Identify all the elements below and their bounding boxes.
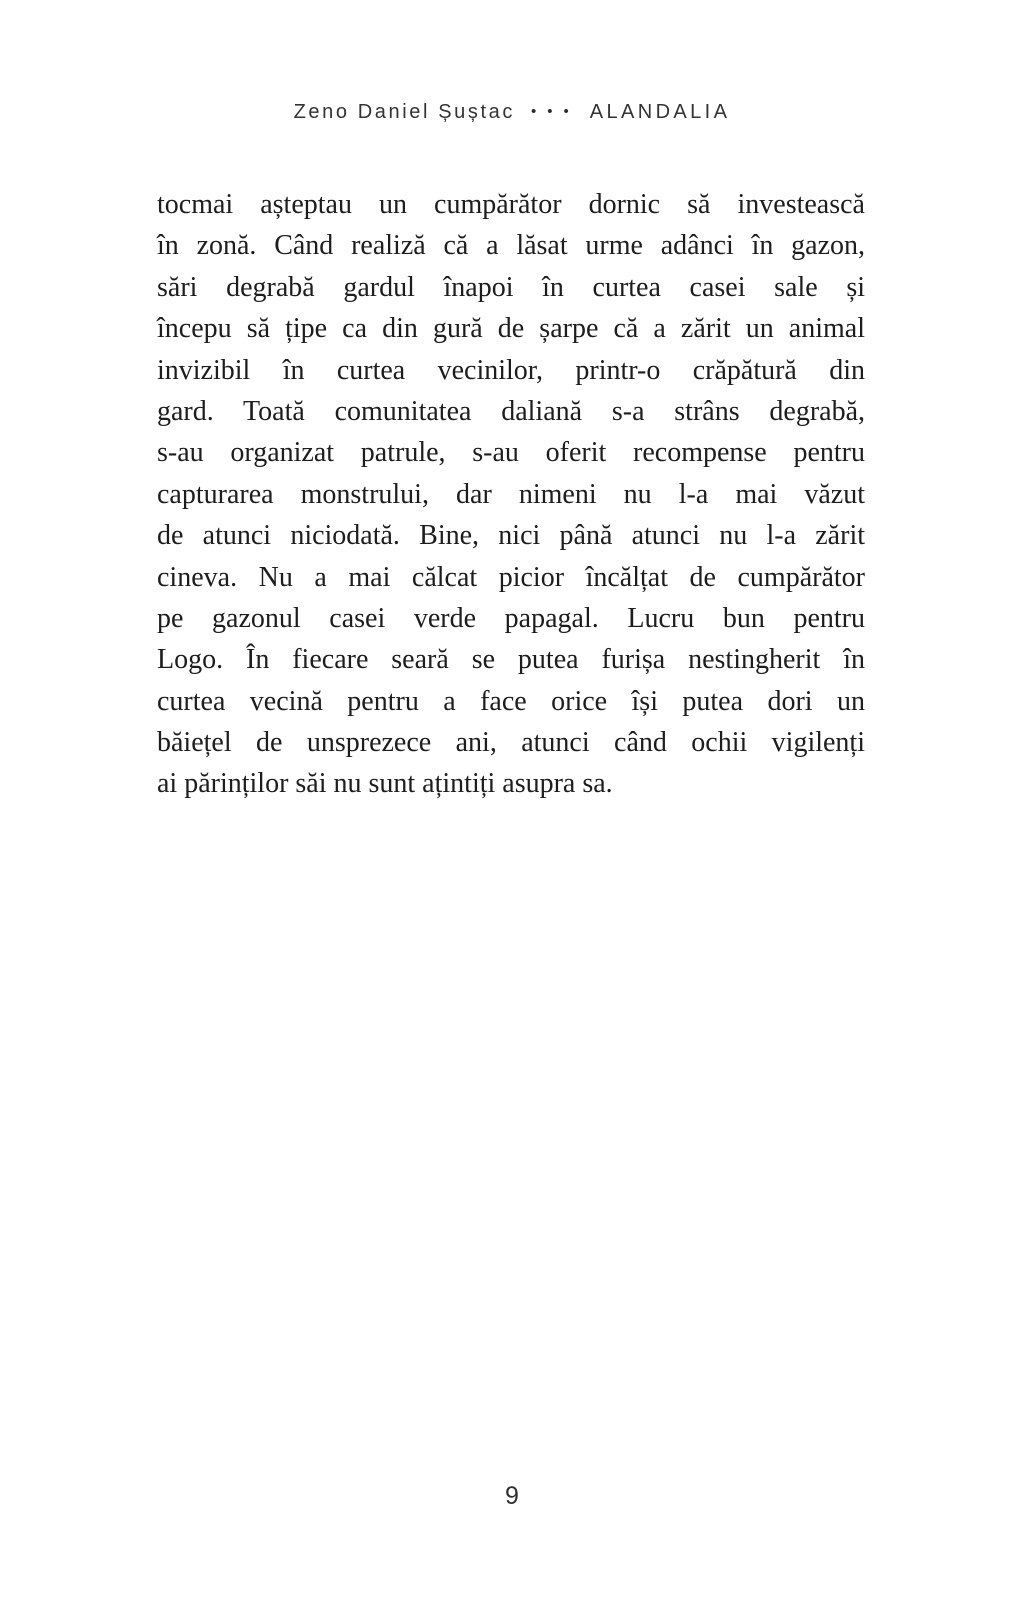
text-line: pe gazonul casei verde papagal. Lucru bun pentru	[157, 602, 865, 634]
text-line: ai părinților săi nu sunt ațintiți asupra sa.	[157, 768, 613, 800]
text-line: s-au organizat patrule, s-au oferit recompense pentru	[157, 437, 865, 469]
text-line: cineva. Nu a mai călcat picior încălțat de cumpărător	[157, 561, 865, 593]
text-line: sări degrabă gardul înapoi în curtea casei sale și	[157, 271, 865, 303]
text-line: de atunci niciodată. Bine, nici până atunci nu l-a zărit	[157, 520, 865, 552]
header-author: Zeno Daniel Șuștac	[293, 101, 515, 123]
text-line: gard. Toată comunitatea daliană s-a strâns degrabă,	[157, 395, 865, 427]
text-line: începu să țipe ca din gură de șarpe că a zărit un animal	[157, 313, 865, 345]
body-text-block	[157, 184, 865, 805]
text-line: Logo. În fiecare seară se putea furișa nestingherit în	[157, 644, 865, 676]
page-footer	[0, 1481, 1024, 1511]
text-line: invizibil în curtea vecinilor, printr-o crăpătură din	[157, 354, 865, 386]
text-line: curtea vecină pentru a face orice își putea dori un	[157, 685, 865, 717]
text-line: capturarea monstrului, dar nimeni nu l-a mai văzut	[157, 478, 865, 510]
page-number: 9	[505, 1482, 519, 1510]
text-line: tocmai așteptau un cumpărător dornic să investească	[157, 189, 865, 220]
running-head	[0, 99, 1024, 125]
header-separator-dots: •••	[530, 103, 580, 120]
header-book-title: ALANDALIA	[589, 101, 731, 123]
text-line: în zonă. Când realiză că a lăsat urme adânci în gazon,	[157, 230, 865, 262]
text-line: băiețel de unsprezece ani, atunci când ochii vigilenți	[157, 727, 865, 759]
